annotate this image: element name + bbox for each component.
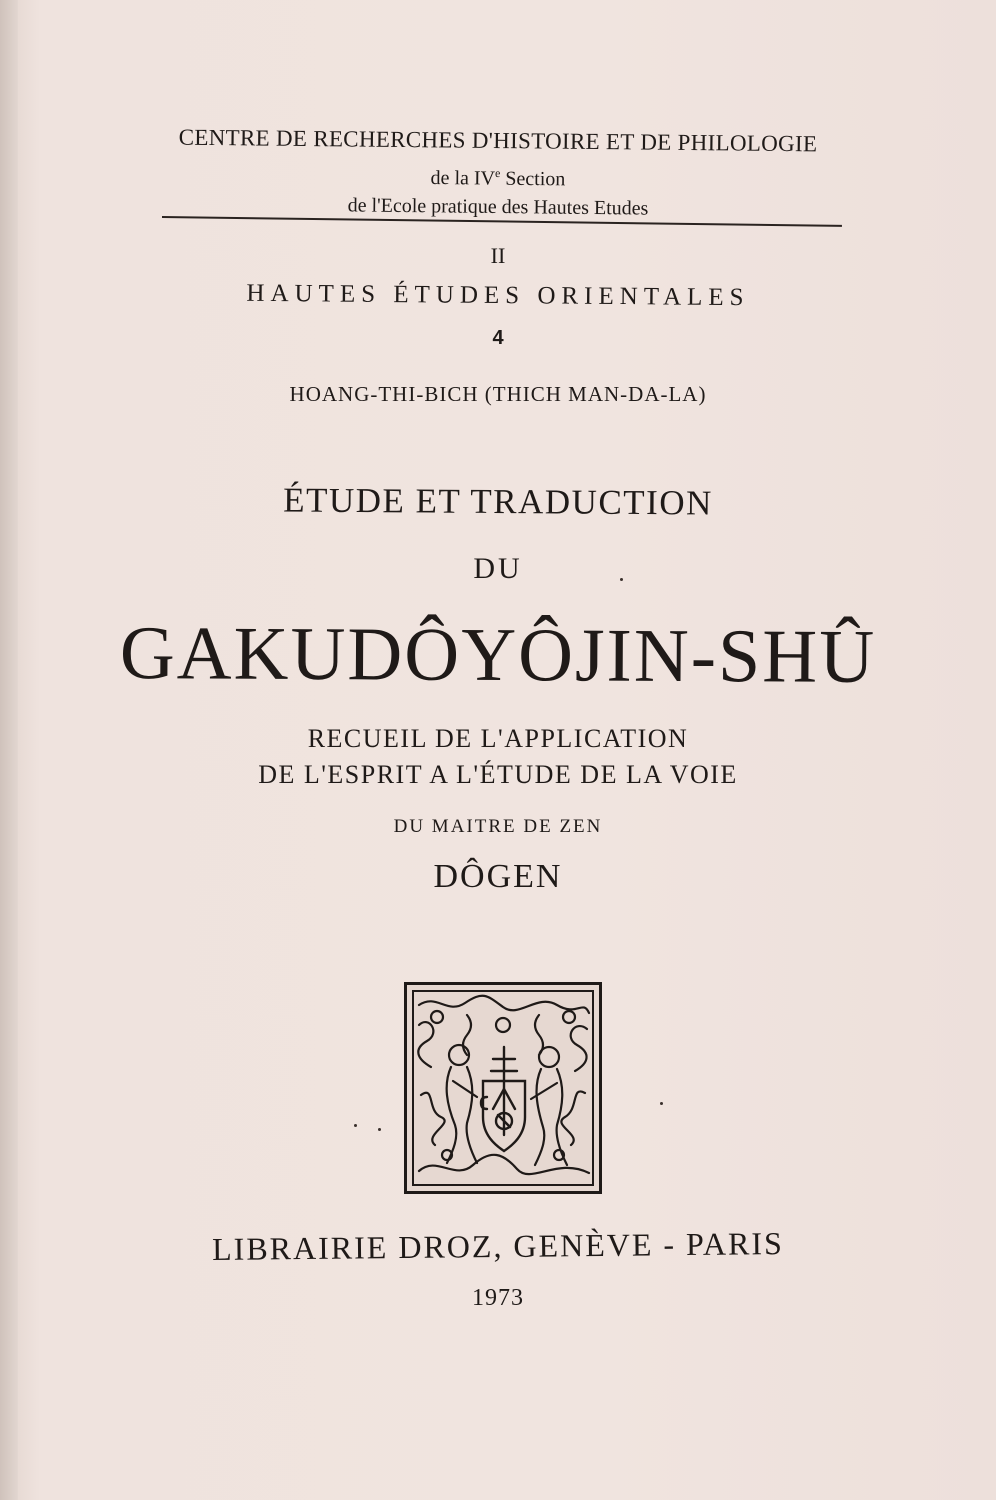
main-title: GAKUDÔYÔJIN-SHÛ [119, 611, 877, 699]
title-line-1: ÉTUDE ET TRADUCTION [283, 480, 713, 523]
ink-speck [354, 1124, 357, 1127]
section-suffix: Section [500, 167, 566, 191]
master-line: DU MAITRE DE ZEN [393, 816, 603, 837]
subtitle-line-1: RECUEIL DE L'APPLICATION [307, 724, 689, 753]
series-number: II [490, 243, 506, 268]
publisher-line: LIBRAIRIE DROZ, GENÈVE - PARIS [211, 1225, 785, 1267]
printers-mark-drawing [407, 985, 599, 1191]
ink-speck [378, 1128, 381, 1131]
title-line-2: DU [473, 552, 523, 585]
series-volume: 4 [492, 327, 504, 349]
section-superscript: e [495, 165, 501, 181]
school-name: de l'Ecole pratique des Hautes Etudes [347, 194, 649, 220]
subtitle-line-2: DE L'ESPRIT A L'ÉTUDE DE LA VOIE [258, 760, 738, 789]
institution-name: CENTRE DE RECHERCHES D'HISTOIRE ET DE PHILOLOGIE [178, 124, 818, 157]
master-name: DÔGEN [433, 858, 563, 895]
publication-year: 1973 [472, 1285, 524, 1311]
author-name: HOANG-THI-BICH (THICH MAN-DA-LA) [289, 382, 707, 406]
section-line [0, 161, 996, 196]
ink-speck [620, 578, 623, 581]
section-prefix: de la IV [430, 166, 496, 190]
printers-mark-icon [404, 982, 602, 1194]
series-title: HAUTES ÉTUDES ORIENTALES [246, 279, 750, 312]
ink-speck [660, 1102, 663, 1105]
